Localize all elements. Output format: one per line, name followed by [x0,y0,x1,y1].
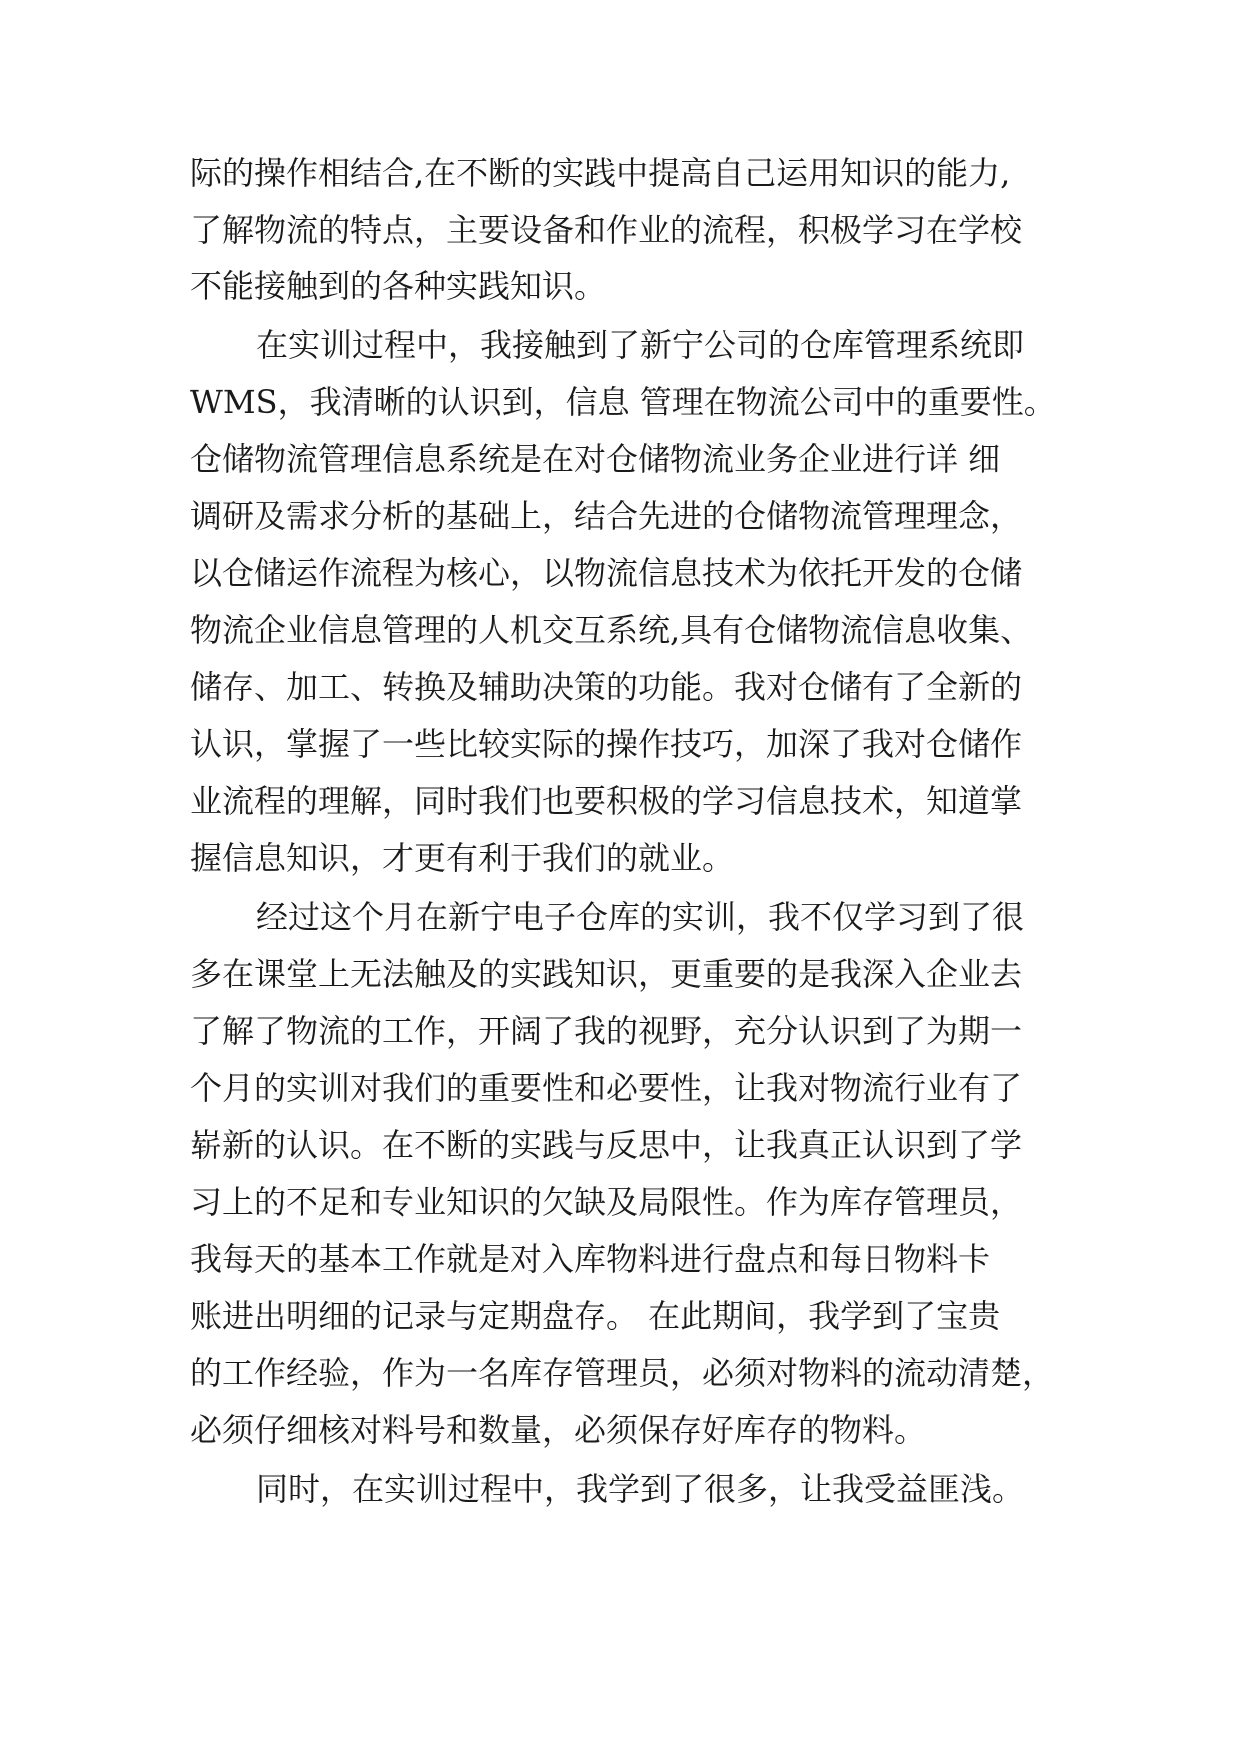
text-line: 仓储物流管理信息系统是在对仓储物流业务企业进行详 细 [190,440,1001,478]
text-line: 多在课堂上无法触及的实践知识，更重要的是我深入企业去 [190,955,1023,993]
paragraph-first-line: 在实训过程中，我接触到了新宁公司的仓库管理系统即 [256,326,1025,364]
text-line: 崭新的认识。在不断的实践与反思中，让我真正认识到了学 [190,1126,1023,1164]
text-line: 的工作经验，作为一名库存管理员，必须对物料的流动清楚， [190,1354,1055,1392]
paragraph-first-line: 同时，在实训过程中，我学到了很多，让我受益匪浅。 [256,1470,1025,1508]
text-line: 握信息知识，才更有利于我们的就业。 [190,839,735,877]
text-line: 调研及需求分析的基础上，结合先进的仓储物流管理理念， [190,497,1023,535]
text-line: 不能接触到的各种实践知识。 [190,267,607,305]
text-line: 认识，掌握了一些比较实际的操作技巧，加深了我对仓储作 [190,725,1023,763]
text-line: 业流程的理解，同时我们也要积极的学习信息技术，知道掌 [190,782,1023,820]
text-line: 储存、加工、转换及辅助决策的功能。我对仓储有了全新的 [190,668,1023,706]
text-line: 以仓储运作流程为核心，以物流信息技术为依托开发的仓储 [190,554,1023,592]
text-line: 了解了物流的工作，开阔了我的视野，充分认识到了为期一 [190,1012,1023,1050]
text-line: 个月的实训对我们的重要性和必要性，让我对物流行业有了 [190,1069,1023,1107]
text-line: 物流企业信息管理的人机交互系统,具有仓储物流信息收集、 [190,611,1033,649]
text-line: 我每天的基本工作就是对入库物料进行盘点和每日物料卡 [190,1240,991,1278]
text-line: 了解物流的特点，主要设备和作业的流程，积极学习在学校 [190,211,1023,249]
text-line: 账进出明细的记录与定期盘存。 在此期间，我学到了宝贵 [190,1297,1001,1335]
paragraph-first-line: 经过这个月在新宁电子仓库的实训，我不仅学习到了很 [256,898,1025,936]
text-line: 习上的不足和专业知识的欠缺及局限性。作为库存管理员， [190,1183,1023,1221]
text-line: WMS，我清晰的认识到，信息 管理在物流公司中的重要性。 [190,383,1056,421]
text-line: 际的操作相结合,在不断的实践中提高自己运用知识的能力, [190,154,1011,192]
text-line: 必须仔细核对料号和数量，必须保存好库存的物料。 [190,1411,927,1449]
